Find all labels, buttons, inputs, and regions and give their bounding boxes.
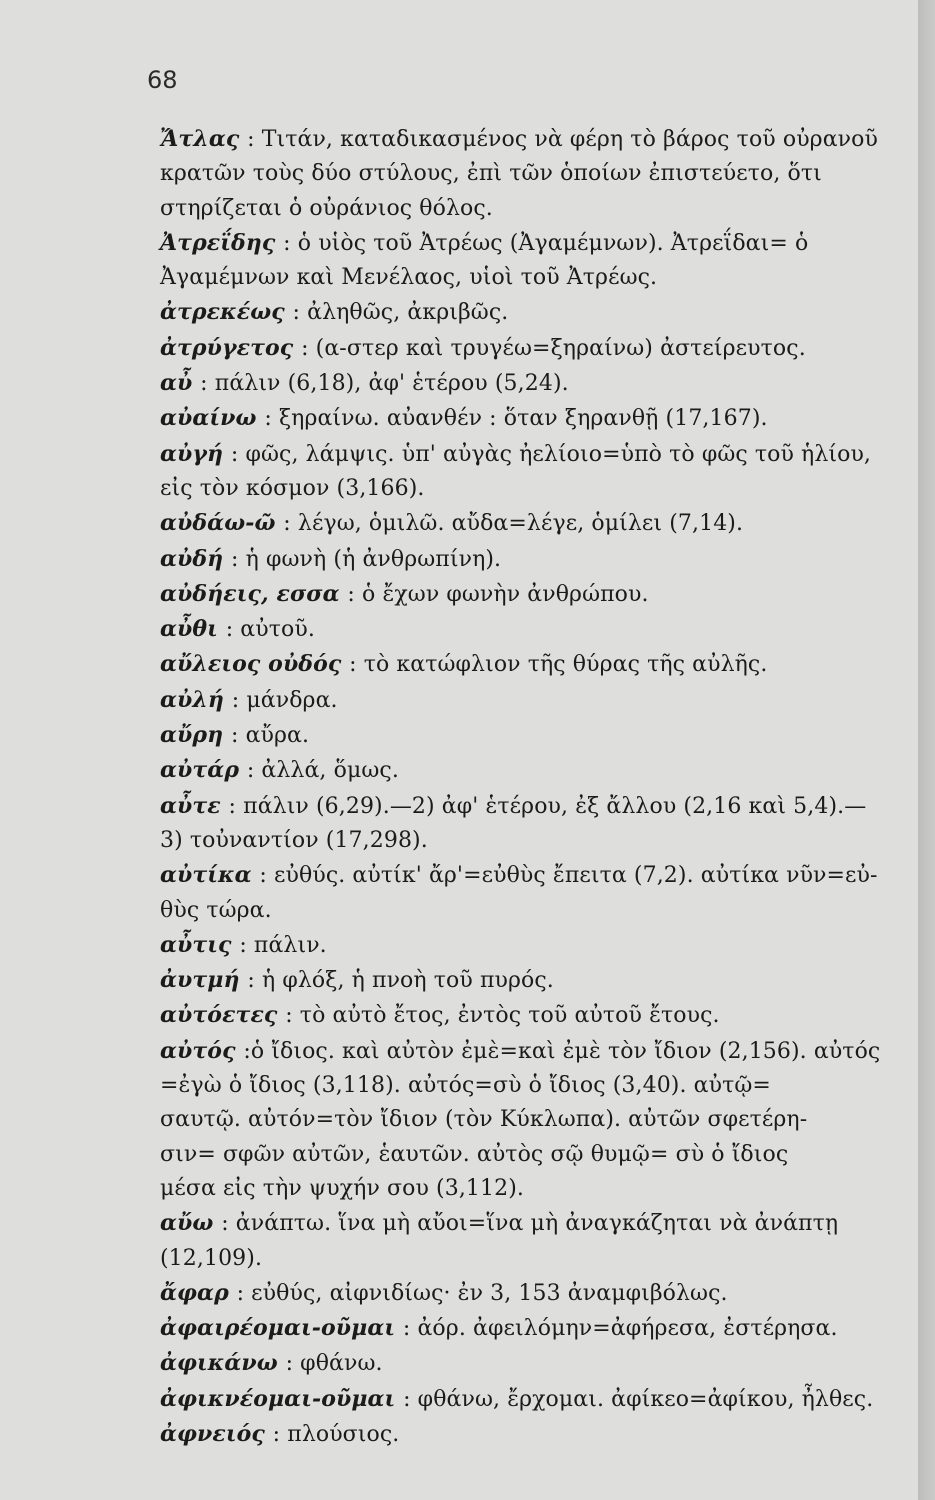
- entry-first-line: [160, 226, 920, 261]
- entry-first-line: [160, 612, 920, 647]
- entry-continuation-line: στηρίζεται ὁ οὐράνιος θόλος.: [160, 195, 493, 221]
- dictionary-entry: [160, 295, 920, 330]
- definition-text: : πάλιν (6,29).—2) ἀφ' ἑτέρου, ἐξ ἄλλου (2,16 καὶ 5,4).—: [228, 793, 867, 819]
- dictionary-entry: [160, 506, 920, 541]
- headword: ἀφαιρέομαι-οῦμαι: [160, 1315, 403, 1342]
- definition-text: : πάλιν.: [239, 932, 327, 958]
- entry-first-line: [160, 331, 920, 366]
- headword: αὐτόετες: [160, 1002, 286, 1029]
- headword: αὖτις: [160, 931, 240, 958]
- entry-continuation-line: σαυτῷ. αὐτόν=τὸν ἴδιον (τὸν Κύκλωπα). αὐτῶν σφετέρη-: [160, 1107, 808, 1133]
- definition-text: : ὁ ἔχων φωνὴν ἀνθρώπου.: [347, 581, 649, 607]
- definition-text: : τὸ κατώφλιον τῆς θύρας τῆς αὐλῆς.: [349, 652, 768, 678]
- headword: αὔρη: [160, 722, 231, 749]
- headword: ἀφικάνω: [160, 1350, 286, 1377]
- entry-first-line: [160, 647, 920, 682]
- definition-text: : αὐτοῦ.: [225, 617, 315, 643]
- entry-first-line: [160, 683, 920, 718]
- entry-first-line: [160, 366, 920, 401]
- entry-first-line: [160, 1311, 920, 1346]
- entry-first-line: [160, 1346, 920, 1381]
- dictionary-entry: [160, 718, 920, 753]
- definition-text: : ἀνάπτω. ἵνα μὴ αὔοι=ἵνα μὴ ἀναγκάζηται νὰ ἀνάπτῃ: [221, 1211, 839, 1237]
- entry-first-line: [160, 295, 920, 330]
- definition-text: : φθάνω, ἔρχομαι. ἀφίκεο=ἀφίκου, ἦλθες.: [403, 1386, 874, 1412]
- entry-first-line: [160, 122, 920, 157]
- dictionary-entry: [160, 437, 920, 507]
- dictionary-entry: [160, 1206, 920, 1276]
- entry-first-line: [160, 753, 920, 788]
- headword: αὐτός: [160, 1037, 244, 1064]
- headword: αὔλειος οὐδός: [160, 651, 350, 678]
- definition-text: : ἡ φωνὴ (ἡ ἀνθρωπίνη).: [231, 546, 502, 572]
- entry-first-line: [160, 963, 920, 998]
- dictionary-entry: [160, 122, 920, 226]
- dictionary-entry: [160, 753, 920, 788]
- entry-first-line: [160, 1034, 920, 1069]
- headword: αὖθι: [160, 616, 226, 643]
- dictionary-entry: [160, 577, 920, 612]
- headword: αὐαίνω: [160, 405, 265, 432]
- definition-text: : εὐθύς. αὐτίκ' ἄρ'=εὐθὺς ἔπειτα (7,2). αὐτίκα νῦν=εὐ-: [259, 863, 878, 889]
- headword: Ἀτρεΐδης: [160, 229, 284, 256]
- headword: αὖ: [160, 370, 201, 397]
- definition-text: : πάλιν (6,18), ἀφ' ἑτέρου (5,24).: [200, 371, 569, 397]
- dictionary-entry: [160, 1276, 920, 1311]
- page-edge-shadow: [918, 0, 935, 1500]
- definition-text: : τὸ αὐτὸ ἔτος, ἐντὸς τοῦ αὐτοῦ ἔτους.: [285, 1003, 720, 1029]
- entry-first-line: [160, 998, 920, 1033]
- definition-text: : ὁ υἱὸς τοῦ Ἀτρέως (Ἀγαμέμνων). Ἀτρεΐδαι= ὁ: [283, 230, 809, 256]
- definition-text: : ἡ φλόξ, ἡ πνοὴ τοῦ πυρός.: [247, 968, 554, 994]
- headword: ἀτρεκέως: [160, 299, 293, 326]
- definition-text: : μάνδρα.: [231, 687, 338, 713]
- entry-continuation-line: μέσα εἰς τὴν ψυχήν σου (3,112).: [160, 1175, 524, 1201]
- entry-first-line: [160, 1417, 920, 1452]
- dictionary-entry: [160, 858, 920, 928]
- dictionary-entry: [160, 683, 920, 718]
- entry-continuation-line: =ἐγὼ ὁ ἴδιος (3,118). αὐτός=σὺ ὁ ἴδιος (3,40). αὐτῷ=: [160, 1073, 771, 1099]
- definition-text: : αὔρα.: [230, 723, 310, 749]
- dictionary-entry: [160, 928, 920, 963]
- definition-text: : ἀόρ. ἀφειλόμην=ἀφήρεσα, ἐστέρησα.: [402, 1316, 838, 1342]
- definition-text: : φῶς, λάμψις. ὑπ' αὐγὰς ἠελίοιο=ὑπὸ τὸ φῶς τοῦ ἡλίου,: [230, 441, 872, 467]
- entry-first-line: [160, 542, 920, 577]
- dictionary-entry: [160, 1417, 920, 1452]
- entry-first-line: [160, 858, 920, 893]
- definition-text: : φθάνω.: [285, 1351, 383, 1377]
- dictionary-entry: [160, 226, 920, 296]
- headword: αὐδήεις, εσσα: [160, 580, 348, 607]
- headword: αὐτάρ: [160, 757, 247, 784]
- headword: αὔω: [160, 1210, 222, 1237]
- dictionary-entry: [160, 612, 920, 647]
- headword: αὐδάω-ῶ: [160, 510, 284, 537]
- definition-text: : εὐθύς, αἰφνιδίως· ἐν 3, 153 ἀναμφιβόλως.: [236, 1280, 728, 1306]
- headword: ἄφαρ: [160, 1279, 237, 1306]
- dictionary-entry: [160, 542, 920, 577]
- dictionary-entry: [160, 789, 920, 859]
- entry-first-line: [160, 437, 920, 472]
- entry-first-line: [160, 1382, 920, 1417]
- entry-continuation-line: 3) τοὐναντίον (17,298).: [160, 827, 428, 853]
- definition-text: : πλούσιος.: [272, 1421, 400, 1447]
- entry-continuation-line: σιν= σφῶν αὐτῶν, ἑαυτῶν. αὐτὸς σῷ θυμῷ= σὺ ὁ ἴδιος: [160, 1141, 789, 1167]
- definition-text: : λέγω, ὁμιλῶ. αὔδα=λέγε, ὁμίλει (7,14).: [283, 511, 744, 537]
- entry-continuation-line: κρατῶν τοὺς δύο στύλους, ἐπὶ τῶν ὁποίων ἐπιστεύετο, ὅτι: [160, 161, 822, 187]
- entry-continuation-line: (12,109).: [160, 1245, 263, 1271]
- entry-first-line: [160, 506, 920, 541]
- dictionary-entry: [160, 1311, 920, 1346]
- entry-continuation-line: Ἀγαμέμνων καὶ Μενέλαος, υἱοὶ τοῦ Ἀτρέως.: [160, 265, 658, 291]
- dictionary-entry: [160, 647, 920, 682]
- definition-text: : ἀλλά, ὅμως.: [246, 758, 399, 784]
- dictionary-entry: [160, 998, 920, 1033]
- definition-text: : (α-στερ καὶ τρυγέω=ξηραίνω) ἀστείρευτος.: [301, 335, 806, 361]
- dictionary-entries: [160, 122, 920, 1452]
- dictionary-entry: [160, 331, 920, 366]
- dictionary-entry: [160, 401, 920, 436]
- dictionary-entry: [160, 1346, 920, 1381]
- entry-first-line: [160, 1206, 920, 1241]
- headword: ἀφνειός: [160, 1420, 273, 1447]
- headword: ἀυτμή: [160, 967, 248, 994]
- entry-first-line: [160, 928, 920, 963]
- definition-text: : ἀληθῶς, ἀκριβῶς.: [292, 300, 509, 326]
- definition-text: : ξηραίνω. αὐανθέν : ὅταν ξηρανθῇ (17,167).: [264, 406, 768, 432]
- dictionary-entry: [160, 1382, 920, 1417]
- entry-first-line: [160, 577, 920, 612]
- dictionary-entry: [160, 366, 920, 401]
- headword: αὐλή: [160, 686, 232, 713]
- headword: Ἄτλας: [160, 126, 248, 152]
- page-number: 68: [147, 66, 178, 94]
- entry-first-line: [160, 1276, 920, 1311]
- headword: αὖτε: [160, 792, 229, 819]
- headword: αὐτίκα: [160, 862, 260, 889]
- dictionary-entry: [160, 963, 920, 998]
- headword: ἀφικνέομαι-οῦμαι: [160, 1385, 404, 1412]
- headword: αὐδή: [160, 545, 232, 572]
- headword: ἀτρύγετος: [160, 334, 302, 361]
- entry-first-line: [160, 718, 920, 753]
- definition-text: : Τιτάν, καταδικασμένος νὰ φέρη τὸ βάρος τοῦ οὐρανοῦ: [247, 127, 878, 152]
- entry-first-line: [160, 401, 920, 436]
- entry-first-line: [160, 789, 920, 824]
- headword: αὐγή: [160, 440, 231, 467]
- entry-continuation-line: εἰς τὸν κόσμον (3,166).: [160, 475, 425, 501]
- definition-text: :ὁ ἴδιος. καὶ αὐτὸν ἐμὲ=καὶ ἐμὲ τὸν ἴδιον (2,156). αὐτός: [243, 1038, 881, 1064]
- entry-continuation-line: θὺς τώρα.: [160, 897, 272, 923]
- dictionary-entry: [160, 1034, 920, 1206]
